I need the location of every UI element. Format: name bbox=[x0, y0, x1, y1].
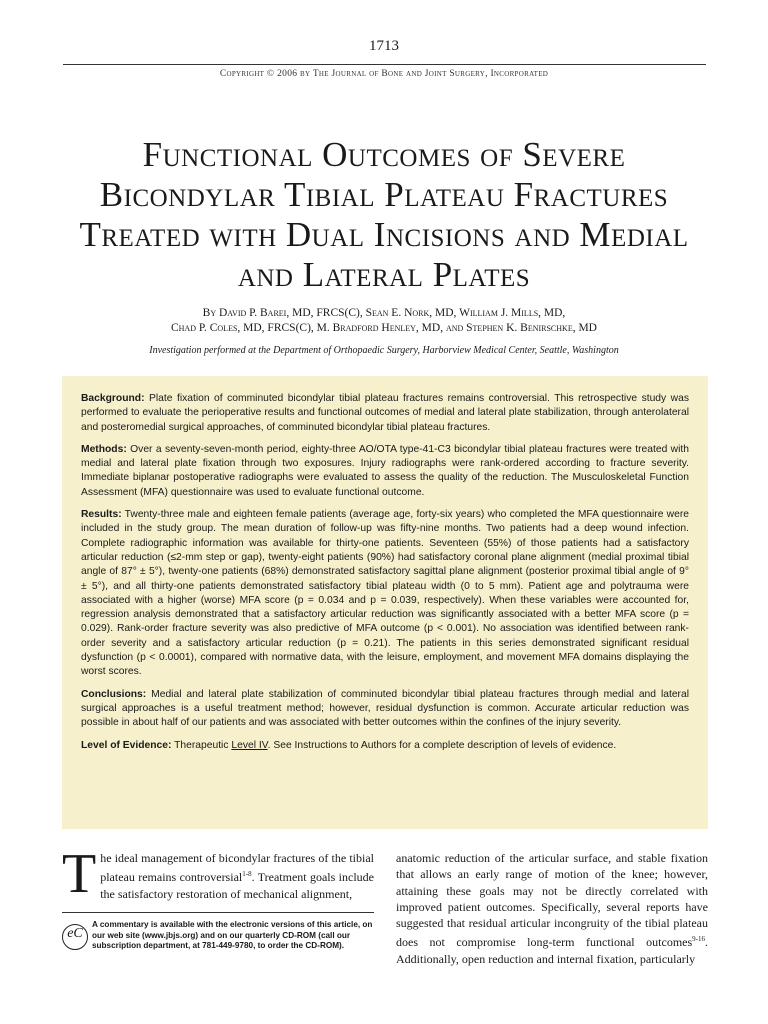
level-post: . See Instructions to Authors for a complete description of levels of evidence. bbox=[267, 739, 617, 751]
copyright-line: Copyright © 2006 by The Journal of Bone and Joint Surgery, Incorporated bbox=[219, 69, 549, 79]
body-column-left bbox=[62, 843, 374, 905]
conclusions-label: Conclusions: bbox=[81, 688, 147, 700]
right-text-2: . Additionally, open reduction and internal fixation, particularly bbox=[396, 935, 708, 966]
citation-superscript: 1-8 bbox=[242, 870, 252, 879]
level-label: Level of Evidence: bbox=[81, 739, 172, 751]
abstract-level-of-evidence bbox=[81, 739, 689, 753]
drop-cap: T bbox=[62, 843, 97, 905]
author-list bbox=[70, 306, 698, 336]
background-text: Plate fixation of comminuted bicondylar tibial plateau fractures remains controversial. This retrospective study was performed to evaluate the perioperative results and functional outcomes of medial and lateral plate stabilization, through anterolateral and posteromedial surgical approaches, of comminuted bicondylar tibial plateau fractures. bbox=[81, 393, 689, 433]
intro-paragraph-right bbox=[396, 850, 708, 967]
authors-line-1: By David P. Barei, MD, FRCS(C), Sean E. Nork, MD, William J. Mills, MD, bbox=[202, 307, 566, 319]
body-column-right bbox=[396, 850, 708, 967]
level-iv-link[interactable]: Level IV bbox=[231, 739, 268, 751]
commentary-text: A commentary is available with the electronic versions of this article, on our web site (www.jbjs.org) and on our quarterly CD-ROM (call our subscription department, at 781-449-9780, to order the CD-ROM). bbox=[92, 920, 373, 950]
right-text-1: anatomic reduction of the articular surface, and stable fixation that allows an early range of motion of the knee; however, attaining these goals may not be directly correlated with improved patient outcomes. Specifically, several reports have suggested that residual articular incongruity of the tibial plateau does not compromise long-term functional outcomes bbox=[396, 851, 708, 950]
results-label: Results: bbox=[81, 509, 122, 521]
level-pre: Therapeutic bbox=[174, 739, 232, 751]
abstract-methods bbox=[81, 443, 689, 500]
abstract-conclusions bbox=[81, 688, 689, 731]
results-text: Twenty-three male and eighteen female patients (average age, forty-six years) who completed the MFA questionnaire were included in the study group. The mean duration of follow-up was fifty-nine months. Two patients had a deep wound infection. Complete radiographic information was available for thirty-one patients. Seventeen (55%) of those patients had a satisfactory articular reduction (≤2-mm step or gap), twenty-eight patients (90%) had satisfactory coronal plane alignment (medial proximal tibial angle of 87° ± 5°), twenty-one patients (68%) demonstrated satisfactory sagittal plane alignment (posterior proximal tibial angle of 9° ± 5°), and all thirty-one patients demonstrated satisfactory tibial plateau width (0 to 5 mm). Patient age and polytrauma were associated with a higher (worse) MFA score (p = 0.034 and p = 0.039, respectively). When these variables were accounted for, regression analysis demonstrated that a satisfactory articular reduction was significantly associated with a better MFA score (p = 0.029). Rank-order fracture severity was also predictive of MFA outcome (p < 0.001). No association was identified between rank-order severity and a satisfactory articular reduction (p = 0.21). The patients in this series demonstrated significant residual dysfunction (p < 0.0001), compared with normative data, with the leisure, employment, and movement MFA domains displaying the worst scores. bbox=[81, 509, 689, 678]
header-rule bbox=[63, 64, 706, 65]
institution-note: Investigation performed at the Department of Orthopaedic Surgery, Harborview Medical Center, Seattle, Washington bbox=[149, 345, 619, 356]
left-text-2: . Treatment goals include the satisfactory restoration of mechanical alignment, bbox=[100, 870, 374, 901]
left-text-1: he ideal management of bicondylar fractures of the tibial plateau remains controversial bbox=[100, 851, 374, 885]
abstract-box bbox=[62, 376, 708, 829]
background-label: Background: bbox=[81, 393, 145, 404]
abstract-results bbox=[81, 508, 689, 680]
abstract-background bbox=[81, 392, 689, 435]
page-number: 1713 bbox=[369, 38, 399, 54]
methods-text: Over a seventy-seven-month period, eighty-three AO/OTA type-41-C3 bicondylar tibial plateau fractures were treated with medial and lateral plate fixation through two exposures. Injury radiographs were rank-ordered according to fracture severity. Immediate biplanar postoperative radiographs were evaluated to assess the quality of the reduction. The Musculoskeletal Function Assessment (MFA) questionnaire was used to evaluate functional outcome. bbox=[81, 443, 689, 498]
citation-superscript: 9-16 bbox=[692, 935, 705, 944]
conclusions-text: Medial and lateral plate stabilization of comminuted bicondylar tibial plateau fractures through medial and lateral surgical approaches is a useful treatment method; however, residual dysfunction is common. Accurate articular reduction was possible in about half of our patients and was associated with better outcomes within the confines of the injury severity. bbox=[81, 688, 689, 729]
commentary-divider bbox=[62, 912, 374, 913]
article-title: Functional Outcomes of Severe Bicondylar Tibial Plateau Fractures Treated with Dual Incisions and Medial and Lateral Plates bbox=[79, 135, 689, 294]
authors-line-2: Chad P. Coles, MD, FRCS(C), M. Bradford Henley, MD, and Stephen K. Benirschke, MD bbox=[170, 322, 597, 334]
ec-logo-icon bbox=[62, 924, 88, 950]
methods-label: Methods: bbox=[81, 443, 127, 455]
ec-logo-text: eC bbox=[67, 926, 83, 941]
intro-paragraph-left bbox=[62, 843, 374, 905]
